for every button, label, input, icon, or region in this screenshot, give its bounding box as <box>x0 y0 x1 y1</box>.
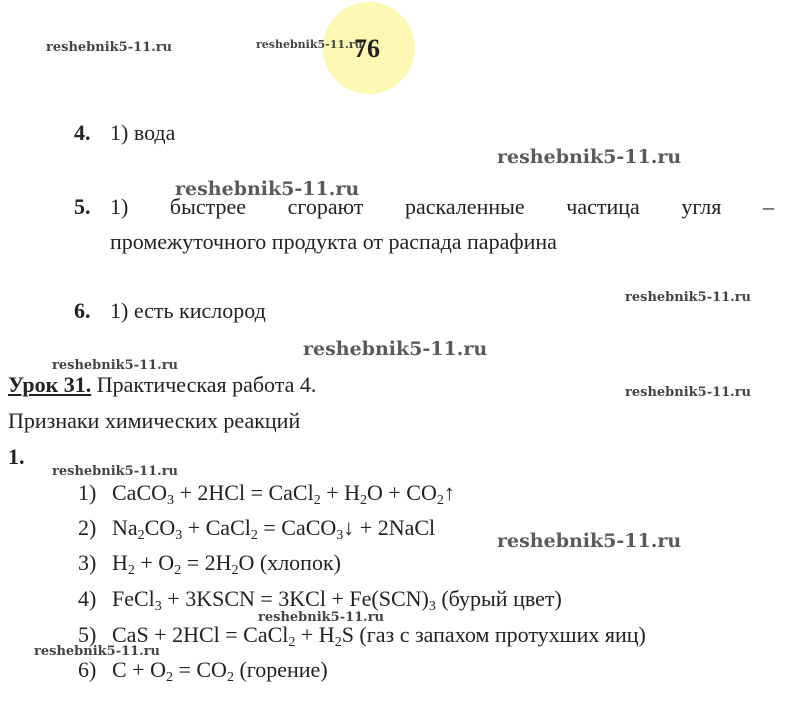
word: 1) <box>110 194 129 219</box>
answer-number: 6. <box>74 298 91 323</box>
formula-text: S (газ с запахом протухших яиц) <box>341 622 646 647</box>
lesson-subtitle: Признаки химических реакций <box>8 408 301 433</box>
subscript: 2 <box>360 493 368 508</box>
word: быстрее <box>169 194 247 219</box>
lesson-number: Урок 31. <box>8 372 92 397</box>
formula-text: C + O <box>112 657 166 682</box>
formula-text: = 2H <box>181 550 232 575</box>
equation-index: 5) <box>78 622 97 647</box>
subscript: 3 <box>336 528 344 543</box>
lesson-title <box>8 372 316 398</box>
watermark: reshebnik5-11.ru <box>303 338 488 360</box>
watermark: reshebnik5-11.ru <box>46 40 173 55</box>
task-number: 1. <box>8 444 25 469</box>
equation-row <box>78 657 328 683</box>
formula-text: H <box>112 550 128 575</box>
equation-row <box>78 515 435 541</box>
formula-text: FeCl <box>112 586 155 611</box>
watermark: reshebnik5-11.ru <box>256 38 363 51</box>
word: раскаленные <box>404 194 525 219</box>
formula-text: + H <box>320 480 361 505</box>
answer-text: 1) вода <box>110 120 176 145</box>
formula-text: CO <box>144 515 176 540</box>
watermark: reshebnik5-11.ru <box>497 530 682 552</box>
watermark: reshebnik5-11.ru <box>52 358 179 373</box>
word: частица <box>566 194 640 219</box>
subscript: 2 <box>165 670 173 685</box>
equation-index: 6) <box>78 657 97 682</box>
watermark: reshebnik5-11.ru <box>34 644 161 659</box>
watermark: reshebnik5-11.ru <box>625 290 752 305</box>
watermark: reshebnik5-11.ru <box>258 610 385 625</box>
answer-text: 1) есть кислород <box>110 298 266 323</box>
subscript: 2 <box>174 563 182 578</box>
word: угля <box>681 194 722 219</box>
answer-5-line2: промежуточного продукта от распада парафина <box>110 229 557 254</box>
answer-number: 5. <box>74 194 91 219</box>
subscript: 2 <box>250 528 258 543</box>
watermark: reshebnik5-11.ru <box>52 464 179 479</box>
formula-text: + 2HCl = CaCl <box>174 480 314 505</box>
watermark: reshebnik5-11.ru <box>625 385 752 400</box>
subscript: 2 <box>231 563 239 578</box>
formula-text: + H <box>295 622 335 647</box>
subscript: 2 <box>127 563 135 578</box>
page-number: 76 <box>354 34 380 63</box>
formula-text: ↑ <box>443 480 455 505</box>
formula-text: + 3KSCN = 3KCl + Fe(SCN) <box>161 586 429 611</box>
formula-text: + CaCl <box>182 515 251 540</box>
watermark: reshebnik5-11.ru <box>175 178 360 200</box>
answer-5-number <box>74 194 110 220</box>
subscript: 2 <box>137 528 145 543</box>
subscript: 3 <box>167 493 174 508</box>
subscript: 2 <box>313 493 321 508</box>
formula-text: CaCO <box>112 480 167 505</box>
answer-5-line1 <box>110 194 774 220</box>
formula-text: + O <box>134 550 175 575</box>
subscript: 2 <box>226 670 234 685</box>
answer-6 <box>74 298 266 324</box>
equation-row <box>78 480 455 506</box>
formula-text: O (хлопок) <box>238 550 341 575</box>
word: – <box>762 194 774 219</box>
formula-text: O + CO <box>367 480 437 505</box>
word: сгорают <box>287 194 364 219</box>
subscript: 3 <box>428 599 436 614</box>
watermark: reshebnik5-11.ru <box>497 146 682 168</box>
subscript: 2 <box>436 493 444 508</box>
equation-index: 2) <box>78 515 97 540</box>
formula-text: = CO <box>172 657 227 682</box>
formula-text: Na <box>112 515 138 540</box>
formula-text: (бурый цвет) <box>435 586 562 611</box>
subscript: 3 <box>175 528 183 543</box>
answer-number: 4. <box>74 120 91 145</box>
formula-text: (горение) <box>233 657 328 682</box>
formula-text: CaS + 2HCl = CaCl <box>112 622 289 647</box>
equation-row <box>78 586 562 612</box>
equation-row <box>78 622 646 648</box>
lesson-title-rest: Практическая работа 4. <box>91 372 317 397</box>
formula-text: = CaCO <box>257 515 337 540</box>
equation-index: 4) <box>78 586 97 611</box>
subscript: 2 <box>288 635 296 650</box>
equation-index: 1) <box>78 480 97 505</box>
subscript: 3 <box>154 599 162 614</box>
subscript: 2 <box>334 635 342 650</box>
equation-row <box>78 550 341 576</box>
equation-index: 3) <box>78 550 97 575</box>
formula-text: ↓ + 2NaCl <box>343 515 436 540</box>
answer-4 <box>74 120 175 146</box>
